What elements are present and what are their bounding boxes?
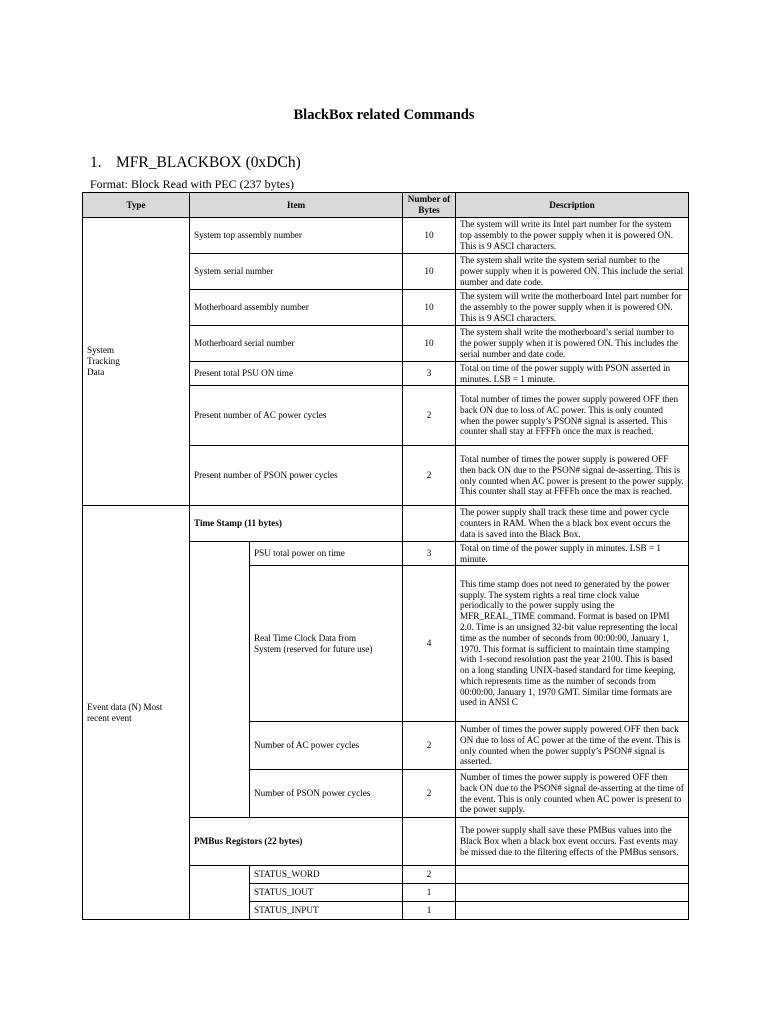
indent-cell	[190, 866, 250, 920]
bytes-cell: 2	[403, 722, 456, 770]
bytes-cell: 10	[403, 326, 456, 362]
bytes-cell: 10	[403, 290, 456, 326]
description-cell: The system shall write the system serial number to the power supply when it is powered ON. This include the serial number and date code.	[456, 254, 689, 290]
item-cell: STATUS_IOUT	[250, 884, 403, 902]
item-cell: Present total PSU ON time	[190, 362, 403, 386]
header-item: Item	[190, 193, 403, 218]
bytes-cell: 1	[403, 884, 456, 902]
item-cell: Present number of AC power cycles	[190, 386, 403, 446]
header-bytes: Number of Bytes	[403, 193, 456, 218]
item-cell: Present number of PSON power cycles	[190, 446, 403, 506]
item-cell: PSU total power on time	[250, 542, 403, 566]
item-cell: STATUS_WORD	[250, 866, 403, 884]
bytes-cell: 3	[403, 362, 456, 386]
format-line: Format: Block Read with PEC (237 bytes)	[90, 177, 294, 191]
description-cell: Total number of times the power supply is powered OFF then back ON due to the PSON# signal de-asserting. This is only counted when AC power is present to the power supply. This counter shall stay at FFFFh once the max is reached.	[456, 446, 689, 506]
description-cell: Total on time of the power supply with PSON asserted in minutes. LSB = 1 minute.	[456, 362, 689, 386]
item-cell: STATUS_INPUT	[250, 902, 403, 920]
table-row	[83, 218, 689, 254]
bytes-cell: 2	[403, 446, 456, 506]
description-cell: The system shall write the motherboard’s serial number to the power supply when it is powered ON. This includes the serial number and date code.	[456, 326, 689, 362]
bytes-cell: 10	[403, 218, 456, 254]
item-cell: Number of AC power cycles	[250, 722, 403, 770]
description-cell: The system will write its Intel part number for the system top assembly to the power supply when it is powered ON. This is 9 ASCI characters.	[456, 218, 689, 254]
header-description: Description	[456, 193, 689, 218]
description-cell: The system will write the motherboard Intel part number for the assembly to the power supply when it is powered ON. This is 9 ASCI characters.	[456, 290, 689, 326]
item-cell: Number of PSON power cycles	[250, 770, 403, 818]
description-cell: The power supply shall save these PMBus values into the Black Box when a black box event occurs. Fast events may be missed due to the filtering effects of the PMBus sensors.	[456, 818, 689, 866]
description-cell: Number of times the power supply powered OFF then back ON due to loss of AC power at the time of the event. This is only counted when the power supply’s PSON# signal is asserted.	[456, 722, 689, 770]
item-cell: System serial number	[190, 254, 403, 290]
description-cell: Total number of times the power supply powered OFF then back ON due to loss of AC power. This is only counted when the power supply’s PSON# signal is asserted. This counter shall stay at FFFFh once the max is reached.	[456, 386, 689, 446]
bytes-cell	[403, 506, 456, 542]
section-heading	[90, 154, 301, 172]
group-header-timestamp: Time Stamp (11 bytes)	[190, 506, 403, 542]
bytes-cell: 2	[403, 866, 456, 884]
table-header-row	[83, 193, 689, 218]
description-cell: Number of times the power supply is powered OFF then back ON due to the PSON# signal de-asserting at the time of the event. This is only counted when AC power is present to the power supply.	[456, 770, 689, 818]
description-cell: This time stamp does not need to generated by the power supply. The system rights a real time clock value periodically to the power supply using the MFR_REAL_TIME command. Format is based on IPMI 2.0. Time is an unsigned 32-bit value representing the local time as the number of seconds from 00:00:00, January 1, 1970. This format is sufficient to maintain time stamping with 1-second resolution past the year 2100. This is based on a long standing UNIX-based standard for time keeping, which represents time as the number of seconds from 00:00:00, January 1, 1970 GMT. Similar time formats are used in ANSI C	[456, 566, 689, 722]
group-header-pmbus: PMBus Registors (22 bytes)	[190, 818, 403, 866]
section-name: MFR_BLACKBOX (0xDCh)	[116, 154, 301, 171]
bytes-cell	[403, 818, 456, 866]
type-cell-event: Event data (N) Most recent event	[83, 506, 190, 920]
description-cell	[456, 866, 689, 884]
header-type: Type	[83, 193, 190, 218]
bytes-cell: 10	[403, 254, 456, 290]
page-title: BlackBox related Commands	[293, 107, 475, 123]
blackbox-table	[82, 192, 689, 920]
description-cell	[456, 902, 689, 920]
item-cell: Real Time Clock Data from System (reserved for future use)	[250, 566, 403, 722]
section-number: 1.	[90, 154, 102, 171]
indent-cell	[190, 542, 250, 818]
type-cell-system: System Tracking Data	[83, 218, 190, 506]
description-cell: The power supply shall track these time and power cycle counters in RAM. When the a black box event occurs the data is saved into the Black Box.	[456, 506, 689, 542]
item-cell: Motherboard assembly number	[190, 290, 403, 326]
table-row	[83, 506, 689, 542]
bytes-cell: 2	[403, 770, 456, 818]
bytes-cell: 2	[403, 386, 456, 446]
bytes-cell: 4	[403, 566, 456, 722]
item-cell: System top assembly number	[190, 218, 403, 254]
item-cell: Motherboard serial number	[190, 326, 403, 362]
bytes-cell: 1	[403, 902, 456, 920]
description-cell	[456, 884, 689, 902]
bytes-cell: 3	[403, 542, 456, 566]
description-cell: Total on time of the power supply in minutes. LSB = 1 minute.	[456, 542, 689, 566]
